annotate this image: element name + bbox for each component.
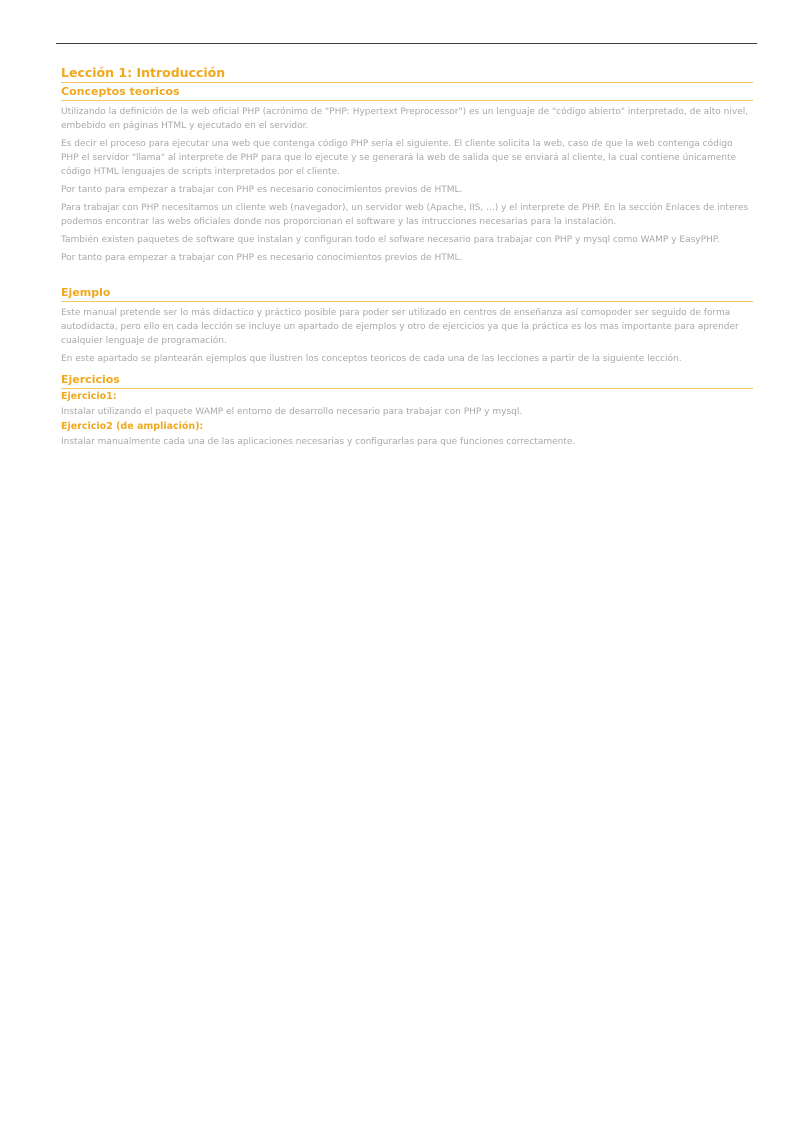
example-paragraph: Este manual pretende ser lo más didactico y práctico posible para poder ser utilizado en centros de enseñanza así comopoder ser seguido de forma autodidacta, pero ello en cada lección se incluye un apartado de ejemplos y otro de ejercicios ya que la práctica es los mas importante para aprender cualquier lenguaje de programación. [61, 308, 739, 346]
concepts-paragraph: Es decir el proceso para ejecutar una web que contenga código PHP sería el siguiente. El cliente solicita la web, caso de que la web contenga código PHP el servidor "llama" al interprete de PHP para que lo ejecute y se generará la web de salida que se enviará al cliente, la cual contiene únicamente código HTML lenguajes de scripts interpretados por el cliente. [61, 139, 737, 177]
exercise-text: Instalar utilizando el paquete WAMP el entorno de desarrollo necesario para trabajar con PHP y mysql. [61, 407, 523, 417]
document-body [61, 64, 753, 449]
exercises-heading: Ejercicios [61, 372, 753, 389]
lesson-title: Lección 1: Introducción [61, 64, 753, 83]
concepts-paragraph: También existen paquetes de software que instalan y configuran todo el sofware necesario para trabajar con PHP y mysql como WAMP y EasyPHP. [61, 235, 720, 245]
concepts-paragraph: Por tanto para empezar a trabajar con PHP es necesario conocimientos previos de HTML. [61, 253, 463, 263]
concepts-paragraph: Para trabajar con PHP necesitamos un cliente web (navegador), un servidor web (Apache, IIS, ...) y el interprete de PHP. En la sección Enlaces de interes podemos encontrar las webs oficiales donde nos proporcionan el software y las intrucciones necesarias para la instalación. [61, 203, 749, 227]
example-heading: Ejemplo [61, 285, 753, 302]
exercise-text: Instalar manualmente cada una de las aplicaciones necesarias y configurarlas para que funciones correctamente. [61, 437, 576, 447]
exercise-title: Ejercicio1: [61, 391, 117, 402]
example-paragraph: En este apartado se plantearán ejemplos que ilustren los conceptos teoricos de cada una de las lecciones a partir de la siguiente lección. [61, 354, 682, 364]
concepts-paragraph: Por tanto para empezar a trabajar con PHP es necesario conocimientos previos de HTML. [61, 185, 463, 195]
exercise-title: Ejercicio2 (de ampliación): [61, 421, 204, 432]
concepts-heading: Conceptos teoricos [61, 84, 753, 101]
page-top-rule [56, 43, 757, 44]
concepts-paragraph: Utilizando la definición de la web oficial PHP (acrónimo de "PHP: Hypertext Preprocessor") es un lenguaje de "código abierto" interpretado, de alto nivel, embebido en páginas HTML y ejecutado en el servidor. [61, 107, 749, 131]
